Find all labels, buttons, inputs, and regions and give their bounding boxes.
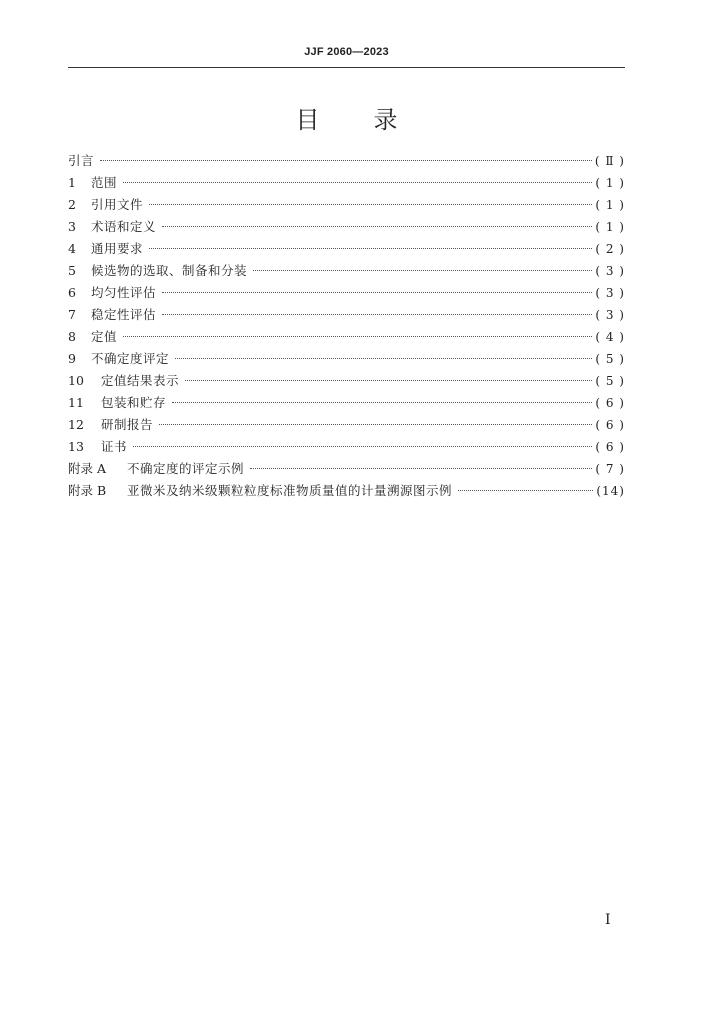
page-number: Ⅰ	[605, 912, 611, 928]
toc-entry-page: (14)	[596, 484, 625, 498]
toc-entry-page: ( 6 )	[595, 418, 625, 432]
toc-entry-number: 13	[68, 439, 84, 454]
toc-entry-label: 稳定性评估	[91, 307, 157, 322]
toc-entry-number: 7	[68, 307, 76, 322]
document-header-code: JJF 2060—2023	[304, 46, 389, 58]
toc-entry-page: ( 1 )	[595, 176, 625, 190]
toc-entry-1[interactable]	[68, 172, 625, 194]
toc-entry-label: 定值	[91, 329, 118, 344]
toc-entry-number: 10	[68, 373, 84, 388]
toc-entry-label: 引用文件	[91, 197, 144, 212]
toc-entry-13[interactable]	[68, 436, 625, 458]
dot-leader	[123, 336, 592, 337]
dot-leader	[162, 292, 592, 293]
toc-entry-page: ( 7 )	[595, 462, 625, 476]
dot-leader	[185, 380, 592, 381]
toc-entry-number: 9	[68, 351, 76, 366]
toc-entry-number: 2	[68, 197, 76, 212]
toc-entry-appendix-b[interactable]	[68, 480, 625, 502]
dot-leader	[133, 446, 592, 447]
toc-entry-page: ( 5 )	[595, 374, 625, 388]
toc-entry-label: 候选物的选取、制备和分装	[91, 263, 248, 278]
toc-entry-page: ( 3 )	[595, 264, 625, 278]
toc-entry-number: 6	[68, 285, 76, 300]
page-title	[68, 100, 625, 135]
toc-entry-number: 4	[68, 241, 76, 256]
dot-leader	[172, 402, 592, 403]
toc-entry-page: ( 1 )	[595, 198, 625, 212]
toc-entry-label: 范围	[91, 175, 118, 190]
header-divider	[68, 67, 625, 68]
toc-entry-label: 不确定度评定	[91, 351, 170, 366]
toc-entry-5[interactable]	[68, 260, 625, 282]
toc-entry-page: ( 3 )	[595, 286, 625, 300]
toc-entry-10[interactable]	[68, 370, 625, 392]
toc-entry-label: 引言	[68, 153, 95, 168]
dot-leader	[253, 270, 592, 271]
toc-entry-4[interactable]	[68, 238, 625, 260]
toc-entry-number: 12	[68, 417, 84, 432]
dot-leader	[100, 160, 592, 161]
toc-entry-page: ( 1 )	[595, 220, 625, 234]
dot-leader	[162, 226, 592, 227]
toc-entry-9[interactable]	[68, 348, 625, 370]
page-title-char-1: 目	[295, 106, 320, 134]
toc-entry-page: ( Ⅱ )	[594, 154, 625, 168]
toc-entry-page: ( 4 )	[595, 330, 625, 344]
dot-leader	[250, 468, 592, 469]
dot-leader	[162, 314, 592, 315]
toc-entry-appendix-a[interactable]	[68, 458, 625, 480]
page-title-char-2: 录	[373, 106, 398, 134]
toc-entry-page: ( 2 )	[595, 242, 625, 256]
toc-entry-label: 均匀性评估	[91, 285, 157, 300]
toc-entry-page: ( 6 )	[595, 440, 625, 454]
dot-leader	[149, 204, 592, 205]
toc-entry-7[interactable]	[68, 304, 625, 326]
toc-entry-number: 11	[68, 395, 84, 410]
toc-entry-number: 附录 A	[68, 461, 107, 476]
toc-entry-label: 包装和贮存	[101, 395, 167, 410]
toc-entry-3[interactable]	[68, 216, 625, 238]
table-of-contents	[68, 150, 625, 502]
toc-entry-8[interactable]	[68, 326, 625, 348]
dot-leader	[159, 424, 592, 425]
dot-leader	[175, 358, 592, 359]
toc-entry-label: 通用要求	[91, 241, 144, 256]
toc-entry-label: 证书	[101, 439, 128, 454]
toc-entry-label: 不确定度的评定示例	[127, 461, 245, 476]
toc-entry-label: 定值结果表示	[101, 373, 180, 388]
toc-entry-number: 附录 B	[68, 483, 107, 498]
toc-entry-page: ( 5 )	[595, 352, 625, 366]
dot-leader	[123, 182, 592, 183]
dot-leader	[149, 248, 592, 249]
toc-entry-page: ( 3 )	[595, 308, 625, 322]
toc-entry-label: 亚微米及纳米级颗粒粒度标准物质量值的计量溯源图示例	[127, 483, 453, 498]
toc-entry-number: 3	[68, 219, 76, 234]
toc-entry-6[interactable]	[68, 282, 625, 304]
toc-entry-number: 1	[68, 175, 76, 190]
toc-entry-2[interactable]	[68, 194, 625, 216]
toc-entry-label: 术语和定义	[91, 219, 157, 234]
toc-entry-page: ( 6 )	[595, 396, 625, 410]
toc-entry-label: 研制报告	[101, 417, 154, 432]
toc-entry-12[interactable]	[68, 414, 625, 436]
dot-leader	[458, 490, 593, 491]
toc-entry-intro[interactable]	[68, 150, 625, 172]
toc-entry-number: 8	[68, 329, 76, 344]
toc-entry-number: 5	[68, 263, 76, 278]
toc-entry-11[interactable]	[68, 392, 625, 414]
